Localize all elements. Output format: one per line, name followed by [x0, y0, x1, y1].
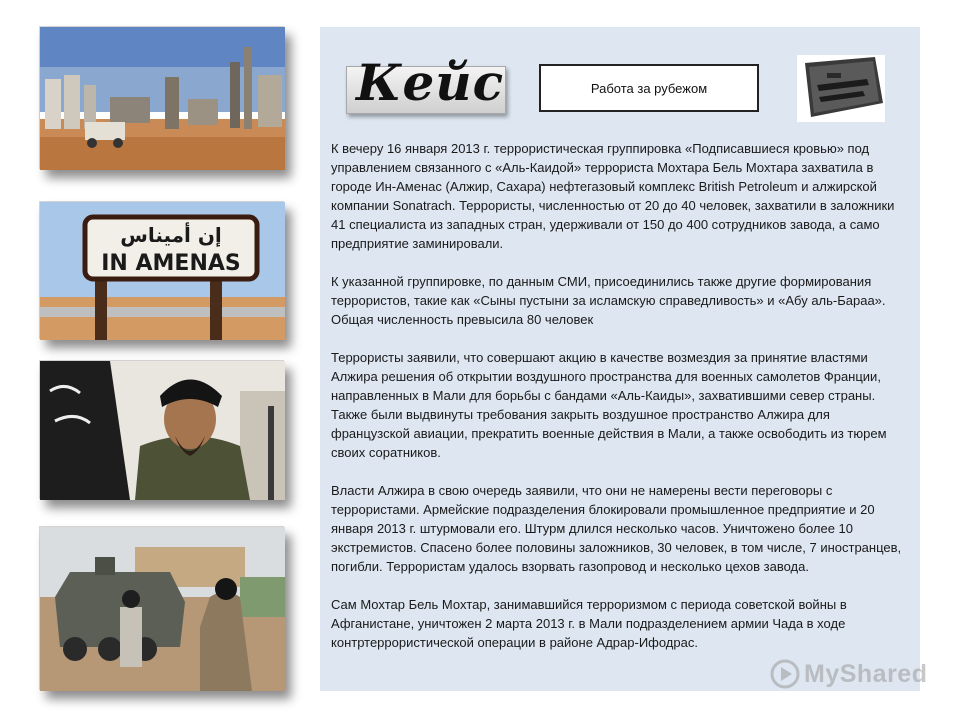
paragraph: Сам Мохтар Бель Мохтар, занимавшийся терроризмом с периода советской войны в Афганистане, уничтожен 2 марта 2013 г. в Мали подразделением армии Чада в ходе контртеррористической операции в районе Адрар-Ифодрас. [331, 597, 847, 650]
paragraph: К вечеру 16 января 2013 г. террористическая группировка «Подписавшиеся кровью» под управлением связанного с «Аль-Каидой» террориста Мохтара Бель Мохтара захватила в городе Ин-Аменас (Алжир, Сахара) нефтегазовый комплекс British Petroleum и алжирской компании Sonatrach. Террористы, численностью от 20 до 40 человек, захватили в заложники 41 специалиста из западных стран, удерживали от 150 до 400 сотрудников завода, а само предприятие заминировали. [331, 141, 895, 251]
weapon-case-photo [797, 55, 885, 122]
category-label: Работа за рубежом [590, 80, 708, 96]
paragraph: Власти Алжира в свою очередь заявили, что они не намерены вести переговоры с террористами. Армейские подразделения блокировали промышленное предприятие и 20 января 2013 г. штурмовали его. Штурм длился несколько часов. Уничтожено более 10 экстремистов. Спасено более половины заложников, 30 человек, в том числе, 7 иностранцев, погибли. Террористам удалось взорвать газопровод и несколько цехов завода. [331, 483, 902, 574]
terrorist-portrait-photo [40, 361, 285, 500]
watermark [770, 659, 927, 689]
paragraph: Террористы заявили, что совершают акцию в качестве возмездия за принятие властями Алжира решения об открытии воздушного пространства для военных самолетов Франции, направленных в Мали для борьбы с бандами «Аль-Каиды», захватившими север страны. Также были выдвинуты требования закрыть воздушное пространство Алжира для французской авиации, прекратить военные действия в Мали, а также освободить из тюрем своих соратников. [331, 350, 887, 460]
gas-plant-photo [40, 27, 285, 170]
in-amenas-sign-photo [40, 202, 285, 340]
armored-vehicle-photo [40, 527, 285, 691]
play-logo-icon [770, 659, 800, 689]
watermark-text: MyShared [804, 659, 928, 688]
sign-latin-text: IN AMENAS [101, 251, 241, 276]
category-label-box [539, 64, 759, 112]
title-banner [346, 53, 506, 114]
case-description [331, 139, 911, 671]
sign-arabic-text: إن أميناس [120, 223, 222, 247]
paragraph: К указанной группировке, по данным СМИ, присоединились также другие формирования террористов, такие как «Сыны пустыни за исламскую справедливость» и «Абу аль-Бараа». Общая численность превысила 80 человек [331, 274, 886, 327]
slide-title: Кейс [356, 53, 505, 112]
